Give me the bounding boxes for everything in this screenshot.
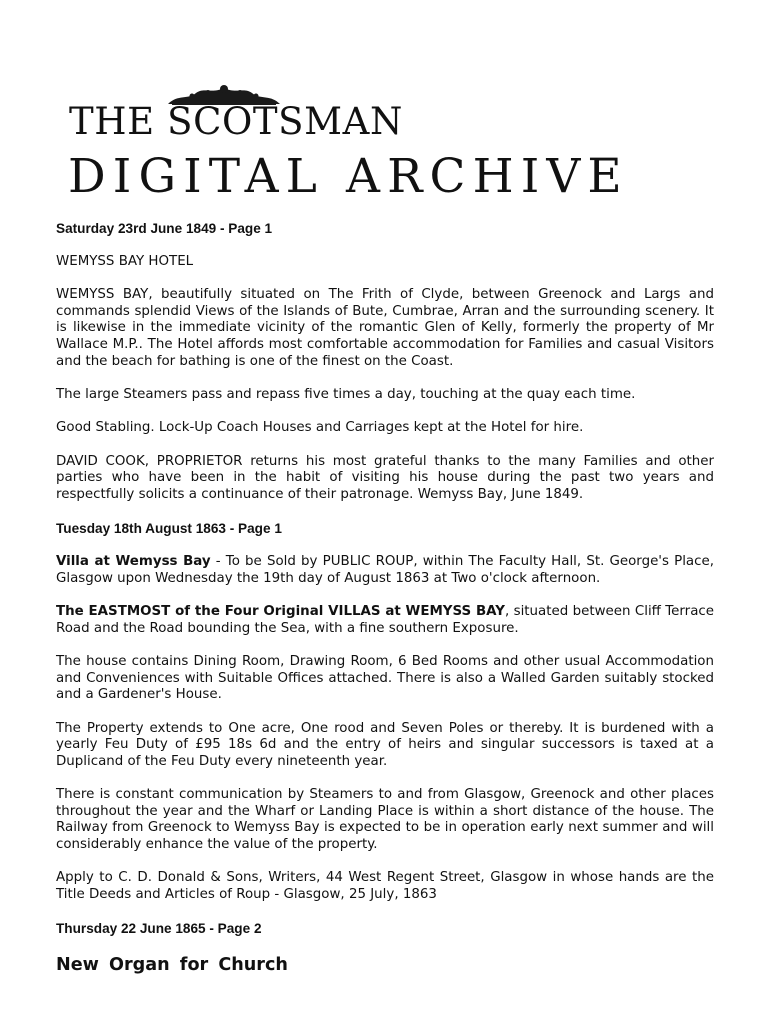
article-paragraph: DAVID COOK, PROPRIETOR returns his most grateful thanks to the many Families and other parties who have been in the habit of visiting his house during the past two years and respectfully solicits a continuance of their patronage. Wemyss Bay, June 1849.: [56, 453, 714, 502]
article-dateline: Saturday 23rd June 1849 - Page 1: [56, 221, 273, 236]
article-dateline: Thursday 22 June 1865 - Page 2: [56, 921, 262, 937]
masthead-subtitle: DIGITAL ARCHIVE: [68, 149, 629, 204]
article-paragraph: Apply to C. D. Donald & Sons, Writers, 44 West Regent Street, Glasgow in whose hands are the Title Deeds and Articles of Roup - Glasgow, 25 July, 1863: [56, 870, 714, 902]
article-lead-text: , situated between Cliff Terrace Road and the Road bounding the Sea, with a fine southern Exposure.: [56, 604, 714, 636]
article-paragraph: [56, 554, 714, 587]
article-paragraph: Good Stabling. Lock-Up Coach Houses and Carriages kept at the Hotel for hire.: [56, 420, 584, 436]
article-paragraph: The Property extends to One acre, One rood and Seven Poles or thereby. It is burdened with a yearly Feu Duty of £95 18s 6d and the entry of heirs and singular successors is taxed at a Duplicand of the Feu Duty every nineteenth year.: [56, 720, 714, 769]
masthead-title: THE SCOTSMAN: [69, 100, 403, 143]
article-lead-text: - To be Sold by PUBLIC ROUP, within The Faculty Hall, St. George's Place, Glasgow upon Wednesday the 19th day of August 1863 at Two o'clock afternoon.: [56, 554, 714, 586]
article-paragraph: [56, 604, 714, 637]
article-dateline: Tuesday 18th August 1863 - Page 1: [56, 521, 282, 537]
document-body: [56, 220, 714, 993]
article-paragraph: The large Steamers pass and repass five times a day, touching at the quay each time.: [56, 386, 636, 402]
article-paragraph: There is constant communication by Steamers to and from Glasgow, Greenock and other places throughout the year and the Wharf or Landing Place is within a short distance of the house. The Railway from Greenock to Wemyss Bay is expected to be in operation early next summer and will considerably enhance the value of the property.: [56, 787, 714, 853]
masthead: [56, 72, 678, 204]
article-headline: WEMYSS BAY HOTEL: [56, 253, 194, 269]
article-lead: Villa at Wemyss Bay: [56, 554, 211, 570]
article-lead: The EASTMOST of the Four Original VILLAS at WEMYSS BAY: [56, 604, 505, 620]
article-headline: New Organ for Church: [56, 955, 288, 976]
article-paragraph: WEMYSS BAY, beautifully situated on The Frith of Clyde, between Greenock and Largs and commands splendid Views of the Islands of Bute, Cumbrae, Arran and the surrounding scenery. It is likewise in the immediate vicinity of the romantic Glen of Kelly, formerly the property of Mr Wallace M.P.. The Hotel affords most comfortable accommodation for Families and casual Visitors and the beach for bathing is one of the finest on the Coast.: [56, 287, 714, 369]
article-paragraph: The house contains Dining Room, Drawing Room, 6 Bed Rooms and other usual Accommodation and Conveniences with Suitable Offices attached. There is also a Walled Garden suitably stocked and a Gardener's House.: [56, 654, 714, 703]
